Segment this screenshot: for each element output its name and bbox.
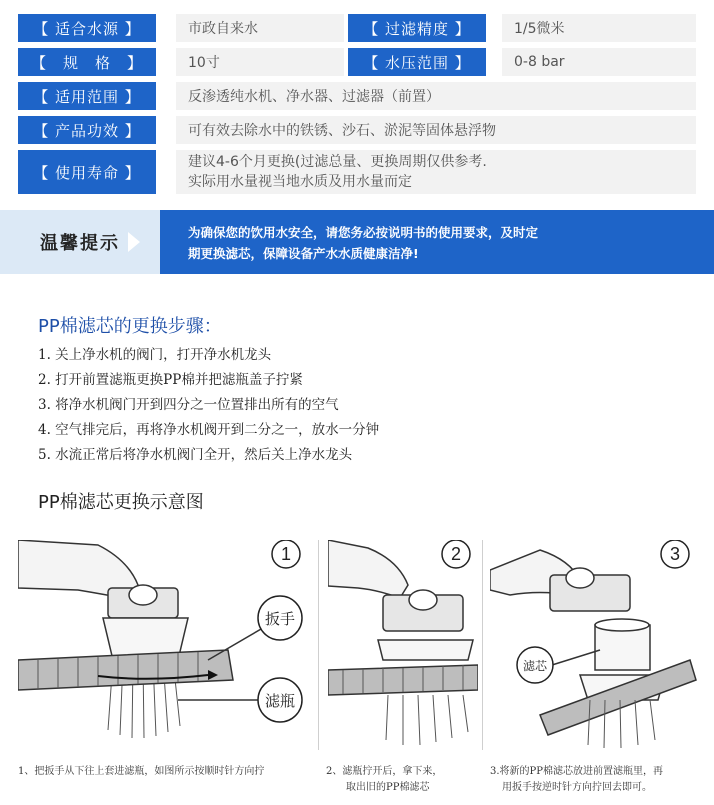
wrench-label: 扳手 [264,610,296,628]
diagram-panel-1 [18,540,318,750]
cartridge-illustration [595,625,650,670]
panel-number-3: 3 [669,544,681,564]
caption-3 [490,764,663,796]
water-source-value: 市政自来水 [176,14,344,42]
caption-1: 1、把扳手从下往上套进滤瓶，如图所示按顺时针方向拧 [18,766,265,777]
function-label: 【 产品功效 】 [18,116,156,144]
tip-arrow [128,232,140,252]
diagram-panel-3 [490,540,700,750]
life-value [176,150,696,194]
panel-number-1-text: 1 [280,544,292,564]
caption-2-line2: 取出旧的PP棉滤芯 [346,782,430,793]
step-item: 4. 空气排完后，再将净水机阀开到二分之一，放水一分钟 [38,422,380,438]
caption-2-line1: 2、滤瓶拧开后，拿下来， [326,766,443,777]
size-value: 10寸 [176,48,344,76]
wrench-strap [18,650,233,690]
step-item: 3. 将净水机阀门开到四分之一位置排出所有的空气 [38,397,339,413]
panel-number-2: 2 [450,544,462,564]
diagram-title: PP棉滤芯更换示意图 [38,492,204,513]
life-label: 【 使用寿命 】 [18,150,156,194]
tip-line2: 期更换滤芯，保障设备产水水质健康洁净! [188,246,419,261]
caption-3-line2: 用扳手按逆时针方向拧回去即可。 [502,782,652,793]
pressure-value: 0-8 bar [502,48,696,76]
step-item: 5. 水流正常后将净水机阀门全开，然后关上净水龙头 [38,447,353,463]
function-value: 可有效去除水中的铁锈、沙石、淤泥等固体悬浮物 [176,116,696,144]
panel-divider [482,540,483,750]
tip-title: 温馨提示 [0,210,160,274]
water-source-label: 【 适合水源 】 [18,14,156,42]
step-item: 2. 打开前置滤瓶更换PP棉并把滤瓶盖子拧紧 [38,372,303,388]
caption-3-line1: 3.将新的PP棉滤芯放进前置滤瓶里，再 [490,766,663,777]
precision-label: 【 过滤精度 】 [348,14,486,42]
tip-text [160,210,714,274]
step-item: 1. 关上净水机的阀门，打开净水机龙头 [38,347,272,363]
panel-divider [318,540,319,750]
diagram-panel-2 [328,540,478,750]
life-value-line2: 实际用水量视当地水质及用水量而定 [188,174,412,190]
precision-value: 1/5微米 [502,14,696,42]
life-value-line1: 建议4-6个月更换(过滤总量、更换周期仅供参考. [188,154,487,170]
pressure-label: 【 水压范围 】 [348,48,486,76]
caption-2 [326,764,442,796]
scope-label: 【 适用范围 】 [18,82,156,110]
cartridge-label: 滤芯 [522,659,548,673]
tip-line1: 为确保您的饮用水安全，请您务必按说明书的使用要求，及时定 [188,225,539,240]
bottle-label: 滤瓶 [264,692,296,710]
steps-title: PP棉滤芯的更换步骤： [38,316,222,337]
scope-value: 反渗透纯水机、净水器、过滤器（前置） [176,82,696,110]
size-label: 【 规 格 】 [18,48,156,76]
